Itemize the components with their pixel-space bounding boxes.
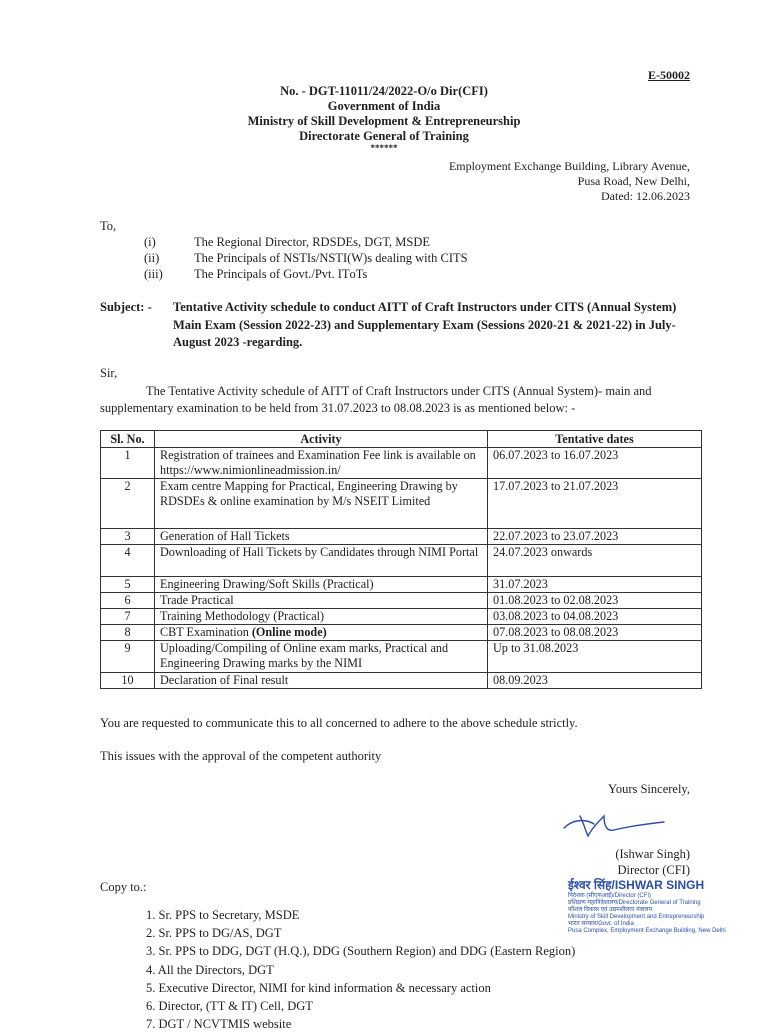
copy-to-label: Copy to.:: [100, 880, 147, 894]
serial-number-cell: 9: [101, 641, 155, 673]
recipient-number: (iii): [144, 267, 163, 281]
subject-label: Subject: -: [100, 300, 152, 314]
dates-cell: 17.07.2023 to 21.07.2023: [488, 479, 702, 529]
intro-paragraph: The Tentative Activity schedule of AITT of Craft Instructors under CITS (Annual System)- main and supplementary examination to be held from 31.07.2023 to 08.08.2023 is as mentioned below: -: [100, 384, 652, 415]
table-header-row: [101, 431, 702, 448]
activity-cell: Registration of trainees and Examination Fee link is available on https://www.nimionlineadmission.in/: [155, 448, 488, 479]
activity-cell: Trade Practical: [155, 593, 488, 609]
list-item: 3. Sr. PPS to DDG, DGT (H.Q.), DDG (Southern Region) and DDG (Eastern Region): [146, 944, 576, 959]
request-paragraph: You are requested to communicate this to all concerned to adhere to the above schedule strictly.: [100, 716, 578, 730]
activity-cell: Exam centre Mapping for Practical, Engineering Drawing by RDSDEs & online examination by M/s NSEIT Limited: [155, 479, 488, 529]
reference-code: E-50002: [648, 68, 690, 82]
table-row: [101, 448, 702, 479]
signatory-title: Director (CFI): [617, 863, 690, 877]
dates-cell: 07.08.2023 to 08.08.2023: [488, 625, 702, 641]
activity-cell: Generation of Hall Tickets: [155, 529, 488, 545]
schedule-table: [100, 430, 702, 689]
dated-line: Dated: 12.06.2023: [601, 189, 690, 203]
file-number: No. - DGT-11011/24/2022-O/o Dir(CFI): [280, 84, 488, 98]
list-item: 1. Sr. PPS to Secretary, MSDE: [146, 908, 300, 922]
serial-number-cell: 5: [101, 577, 155, 593]
stamp-line: Pusa Complex, Employment Exchange Building, New Delhi: [568, 928, 726, 934]
org-line-government: Government of India: [327, 99, 441, 113]
salutation: Sir,: [100, 366, 118, 380]
org-line-directorate: Directorate General of Training: [299, 129, 469, 143]
copy-to-list: [146, 906, 575, 1033]
list-item: 5. Executive Director, NIMI for kind information & necessary action: [146, 980, 491, 995]
table-row: [101, 673, 702, 689]
serial-number-cell: 2: [101, 479, 155, 529]
dates-cell: 24.07.2023 onwards: [488, 545, 702, 577]
dates-cell: Up to 31.08.2023: [488, 641, 702, 673]
recipient-number: (ii): [144, 251, 160, 265]
table-row: [101, 625, 702, 641]
list-item: 7. DGT / NCVTMIS website: [146, 1017, 292, 1032]
activity-cell: Downloading of Hall Tickets by Candidates through NIMI Portal: [155, 545, 488, 577]
table-row: [101, 641, 702, 673]
table-row: [101, 593, 702, 609]
serial-number-cell: 7: [101, 609, 155, 625]
activity-cell: Training Methodology (Practical): [155, 609, 488, 625]
serial-number-cell: 3: [101, 529, 155, 545]
activity-cell: Engineering Drawing/Soft Skills (Practical): [155, 577, 488, 593]
serial-number-cell: 10: [101, 673, 155, 689]
table-row: [101, 577, 702, 593]
dates-cell: 03.08.2023 to 04.08.2023: [488, 609, 702, 625]
activity-text: CBT Examination: [160, 625, 252, 639]
recipient-number: (i): [144, 235, 156, 249]
dates-cell: 22.07.2023 to 23.07.2023: [488, 529, 702, 545]
activity-cell: [155, 625, 488, 641]
stamp-name: ईश्वर सिंह/ISHWAR SINGH: [568, 878, 705, 892]
column-header: Activity: [155, 431, 488, 448]
recipient-text: The Principals of NSTIs/NSTI(W)s dealing with CITS: [194, 251, 468, 265]
stamp-line: प्रशिक्षण महानिदेशालय/Directorate General of Training: [568, 900, 701, 906]
table-row: [101, 609, 702, 625]
stamp-line: Ministry of Skill Development and Entrepreneurship: [568, 914, 705, 920]
list-item: 2. Sr. PPS to DG/AS, DGT: [146, 926, 282, 941]
table-row: [101, 479, 702, 529]
closing-line: Yours Sincerely,: [608, 782, 690, 796]
official-stamp: [568, 876, 748, 935]
list-item: 4. All the Directors, DGT: [146, 962, 274, 977]
recipient-text: The Principals of Govt./Pvt. ITоTs: [194, 267, 368, 281]
activity-cell: Uploading/Compiling of Online exam marks, Practical and Engineering Drawing marks by the NIMI: [155, 641, 488, 673]
stamp-line: कौशल विकास एवं उद्यमशीलता मंत्रालय: [568, 907, 653, 913]
table-row: [101, 529, 702, 545]
stamp-line: भारत सरकार/Govt. of India: [568, 921, 634, 927]
org-line-ministry: Ministry of Skill Development & Entrepreneurship: [247, 114, 521, 128]
to-label: To,: [100, 219, 117, 233]
activity-mode-bold: (Online mode): [251, 625, 327, 639]
signatory-name: (Ishwar Singh): [615, 847, 690, 861]
serial-number-cell: 8: [101, 625, 155, 641]
dates-cell: 06.07.2023 to 16.07.2023: [488, 448, 702, 479]
address-line-2: Pusa Road, New Delhi,: [577, 174, 690, 188]
column-header: Tentative dates: [488, 431, 702, 448]
stamp-line: निदेशक (सीएफआई)/Director (CFI): [568, 893, 652, 899]
serial-number-cell: 4: [101, 545, 155, 577]
signature-icon: [560, 806, 670, 844]
serial-number-cell: 1: [101, 448, 155, 479]
dates-cell: 31.07.2023: [488, 577, 702, 593]
dates-cell: 08.09.2023: [488, 673, 702, 689]
serial-number-cell: 6: [101, 593, 155, 609]
column-header: Sl. No.: [101, 431, 155, 448]
address-line-1: Employment Exchange Building, Library Avenue,: [448, 159, 690, 173]
recipient-text: The Regional Director, RDSDEs, DGT, MSDE: [194, 235, 431, 249]
table-row: [101, 545, 702, 577]
subject-text: Tentative Activity schedule to conduct AITT of Craft Instructors under CITS (Annual System) Main Exam (Session 2022-23) and Supplementary Exam (Sessions 2020-21 & 2021-22) in July- August 2023 -regarding.: [173, 300, 677, 349]
approval-paragraph: This issues with the approval of the competent authority: [100, 749, 382, 763]
header-stars: ******: [370, 143, 398, 153]
list-item: 6. Director, (TT & IT) Cell, DGT: [146, 999, 313, 1014]
activity-cell: Declaration of Final result: [155, 673, 488, 689]
dates-cell: 01.08.2023 to 02.08.2023: [488, 593, 702, 609]
